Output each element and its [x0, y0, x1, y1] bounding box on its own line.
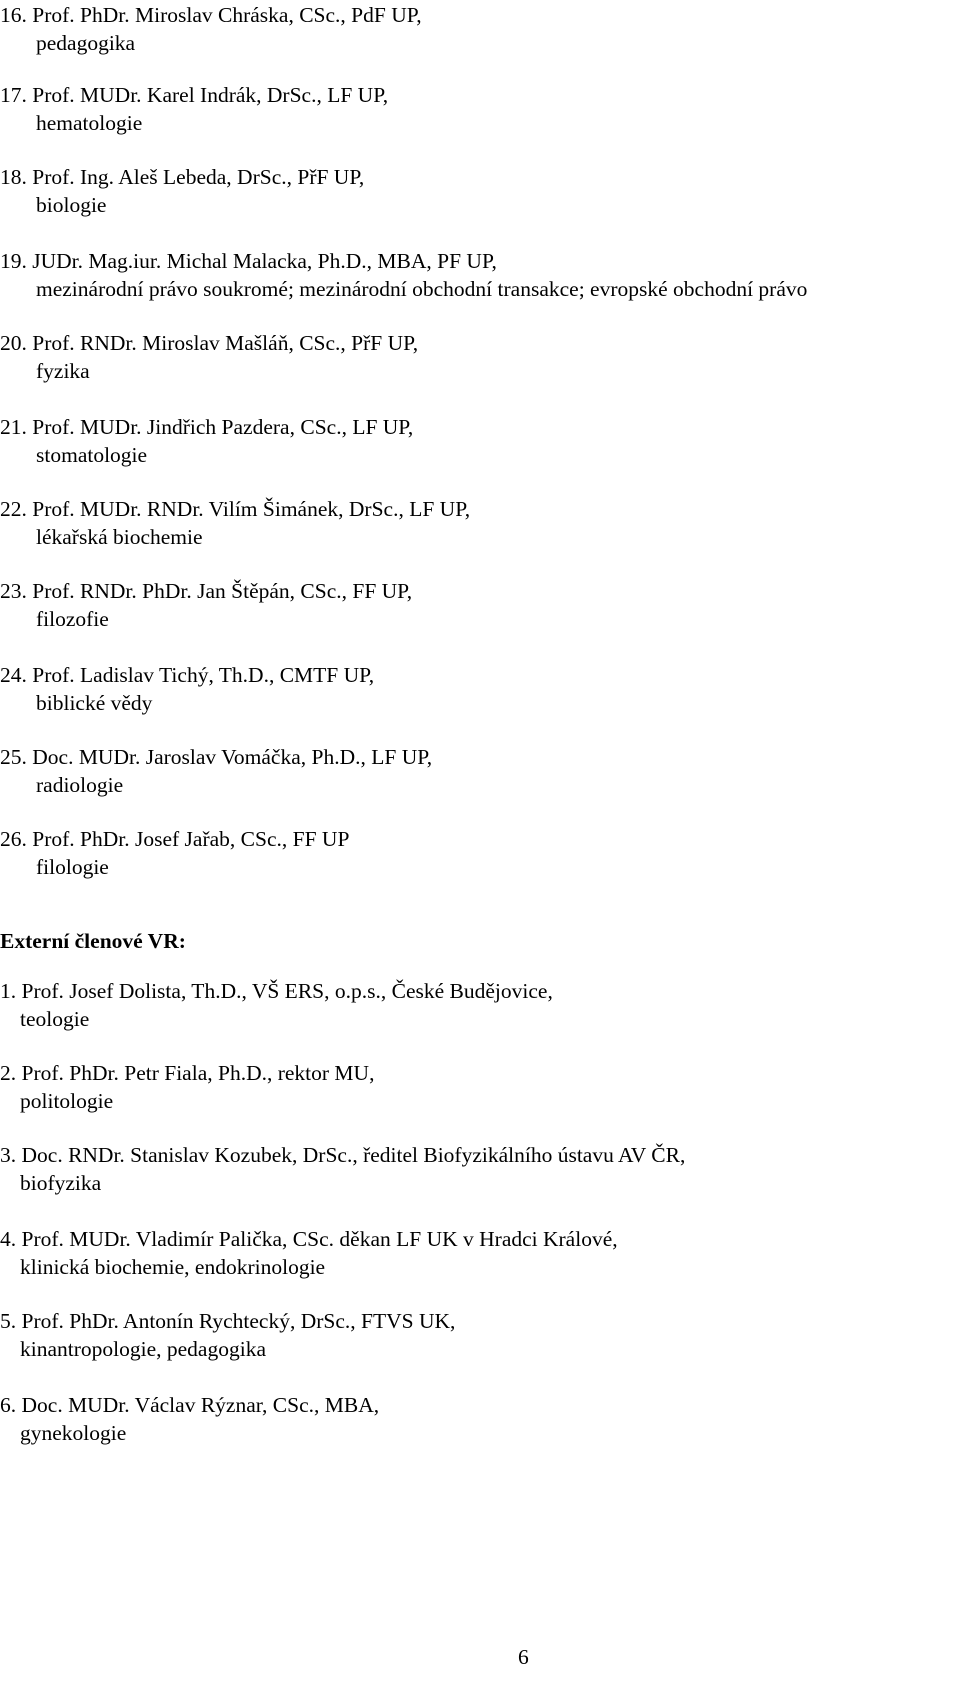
member-17-name: 17. Prof. MUDr. Karel Indrák, DrSc., LF UP, — [0, 83, 389, 107]
member-24-field: biblické vědy — [36, 691, 153, 715]
member-18-name: 18. Prof. Ing. Aleš Lebeda, DrSc., PřF UP, — [0, 165, 365, 189]
member-26-name: 26. Prof. PhDr. Josef Jařab, CSc., FF UP — [0, 827, 350, 851]
page-number: 6 — [518, 1645, 529, 1669]
member-18-field: biologie — [36, 193, 107, 217]
member-21-name: 21. Prof. MUDr. Jindřich Pazdera, CSc., LF UP, — [0, 415, 414, 439]
external-member-2-field: politologie — [20, 1089, 114, 1113]
external-member-6-field: gynekologie — [20, 1421, 127, 1445]
member-16-field: pedagogika — [36, 31, 136, 55]
member-16-name: 16. Prof. PhDr. Miroslav Chráska, CSc., PdF UP, — [0, 3, 422, 27]
external-member-2-name: 2. Prof. PhDr. Petr Fiala, Ph.D., rektor MU, — [0, 1061, 375, 1085]
member-22-name: 22. Prof. MUDr. RNDr. Vilím Šimánek, DrSc., LF UP, — [0, 497, 471, 521]
external-member-6-name: 6. Doc. MUDr. Václav Rýznar, CSc., MBA, — [0, 1393, 380, 1417]
member-23-field: filozofie — [36, 607, 109, 631]
external-member-4-name: 4. Prof. MUDr. Vladimír Palička, CSc. děkan LF UK v Hradci Králové, — [0, 1227, 618, 1251]
member-20-name: 20. Prof. RNDr. Miroslav Mašláň, CSc., PřF UP, — [0, 331, 419, 355]
member-26-field: filologie — [36, 855, 109, 879]
member-19-name: 19. JUDr. Mag.iur. Michal Malacka, Ph.D., MBA, PF UP, — [0, 249, 497, 273]
member-25-field: radiologie — [36, 773, 124, 797]
external-member-4-field: klinická biochemie, endokrinologie — [20, 1255, 326, 1279]
member-17-field: hematologie — [36, 111, 143, 135]
external-member-3-field: biofyzika — [20, 1171, 102, 1195]
member-22-field: lékařská biochemie — [36, 525, 203, 549]
external-members-heading: Externí členové VR: — [0, 929, 186, 953]
member-19-field: mezinárodní právo soukromé; mezinárodní obchodní transakce; evropské obchodní právo — [36, 277, 808, 301]
external-member-3-name: 3. Doc. RNDr. Stanislav Kozubek, DrSc., ředitel Biofyzikálního ústavu AV ČR, — [0, 1143, 686, 1167]
external-member-1-name: 1. Prof. Josef Dolista, Th.D., VŠ ERS, o.p.s., České Budějovice, — [0, 979, 553, 1003]
member-25-name: 25. Doc. MUDr. Jaroslav Vomáčka, Ph.D., LF UP, — [0, 745, 433, 769]
member-24-name: 24. Prof. Ladislav Tichý, Th.D., CMTF UP, — [0, 663, 375, 687]
member-21-field: stomatologie — [36, 443, 148, 467]
external-member-5-field: kinantropologie, pedagogika — [20, 1337, 266, 1361]
external-member-1-field: teologie — [20, 1007, 90, 1031]
member-20-field: fyzika — [36, 359, 90, 383]
external-member-5-name: 5. Prof. PhDr. Antonín Rychtecký, DrSc., FTVS UK, — [0, 1309, 456, 1333]
member-23-name: 23. Prof. RNDr. PhDr. Jan Štěpán, CSc., FF UP, — [0, 579, 413, 603]
